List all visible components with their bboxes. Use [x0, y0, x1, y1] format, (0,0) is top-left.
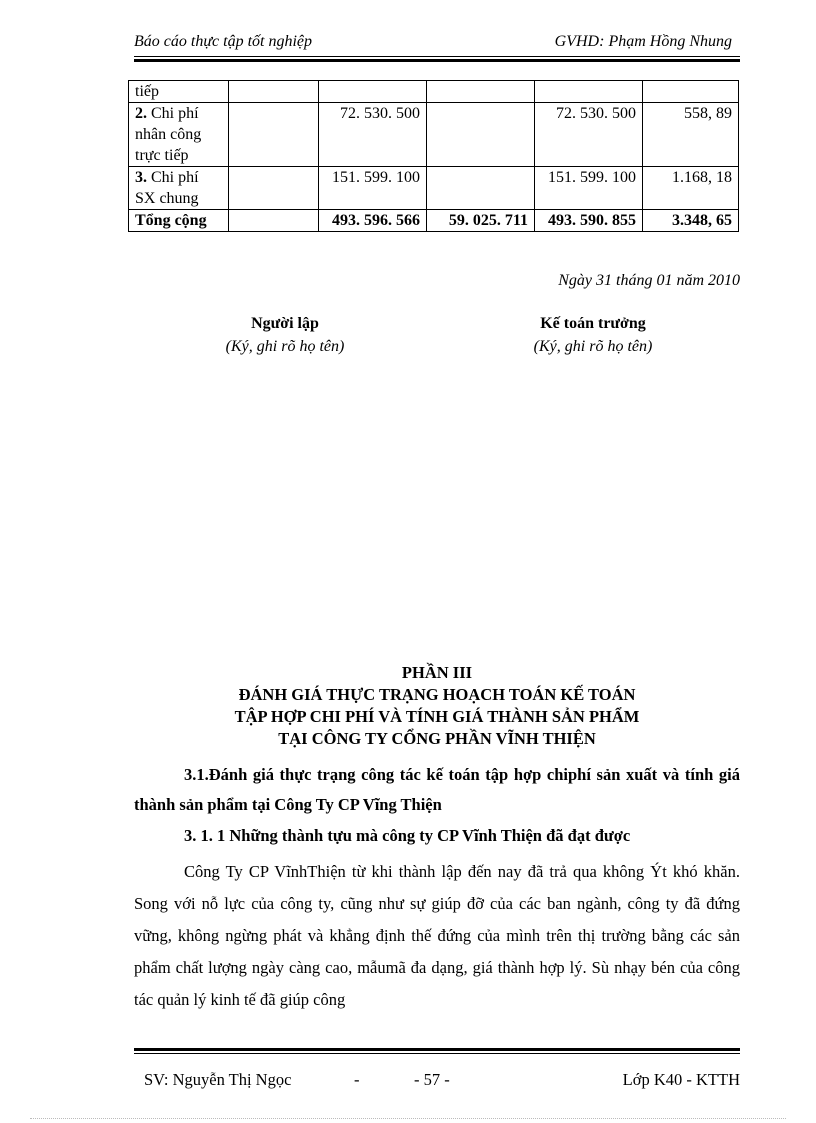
part-number: PHẦN III [401, 663, 473, 682]
table-row [129, 167, 739, 210]
table-cell [319, 81, 427, 103]
signature-title: Người lập [251, 315, 319, 332]
row-number: 2. [135, 105, 147, 122]
paragraph-text: Công Ty CP VĩnhThiện từ khi thành lập đến nay đã trả qua không Ýt khó khăn. Song với nỗ lực của công ty, cũng như sự giúp đỡ của các ban ngành, công ty đã đứng vững, không ngừng phát và khẳng định thế đứng của mình trên thị trường bằng các sản phẩm chất lượng ngày càng cao, mẫumã đa dạng, giá thành hợp lý. Sù nhạy bén của công tác quản lý kinh tế đã giúp công [134, 862, 740, 1009]
table-total-row [129, 210, 739, 232]
table-cell: 59. 025. 711 [427, 210, 535, 232]
student-name: SV: Nguyễn Thị Ngọc [144, 1070, 292, 1089]
supervisor: GVHD: Phạm Hồng Nhung [554, 33, 732, 50]
table-cell: 493. 596. 566 [319, 210, 427, 232]
header-rule [134, 56, 740, 62]
table-cell: 151. 599. 100 [535, 167, 643, 210]
footer-rule [134, 1048, 740, 1054]
page-edge-divider [30, 1118, 786, 1119]
heading-3-1-text: 3.1.Đánh giá thực trạng công tác kế toán tập hợp chiphí sản xuất và tính giá thành sản phẩm tại Công Ty CP Vĩng Thiện [134, 765, 740, 814]
signature-preparer [195, 312, 375, 358]
table-cell [535, 81, 643, 103]
section-title-line: TẠI CÔNG TY CỔNG PHẦN VĨNH THIỆN [278, 729, 596, 748]
table-cell [229, 81, 319, 103]
body-paragraph [134, 856, 740, 1016]
page-number: - 57 - [414, 1070, 450, 1089]
signature-note: (Ký, ghi rõ họ tên) [533, 338, 653, 355]
signature-title: Kế toán trưởng [540, 315, 646, 332]
row-label: Tổng cộng [129, 210, 229, 232]
table-cell [229, 210, 319, 232]
cost-table [128, 80, 739, 232]
section-title-line: ĐÁNH GIÁ THỰC TRẠNG HOẠCH TOÁN KẾ TOÁN [238, 685, 636, 704]
page-header [134, 30, 740, 54]
footer-dash: - [354, 1070, 360, 1089]
section-title-line: TẬP HỢP CHI PHÍ VÀ TÍNH GIÁ THÀNH SẢN PHẨM [234, 707, 640, 726]
date-line: Ngày 31 tháng 01 năm 2010 [558, 272, 740, 289]
table-cell [427, 167, 535, 210]
table-cell [427, 81, 535, 103]
heading-3-1 [134, 760, 740, 820]
table-cell: 151. 599. 100 [319, 167, 427, 210]
table-cell [229, 103, 319, 167]
row-label-text: Chi phí SX chung [135, 169, 199, 207]
table-cell: 72. 530. 500 [319, 103, 427, 167]
table-cell: 558, 89 [643, 103, 739, 167]
signature-note: (Ký, ghi rõ họ tên) [225, 338, 345, 355]
table-cell [643, 81, 739, 103]
class-code: Lớp K40 - KTTH [622, 1070, 740, 1089]
table-row [129, 81, 739, 103]
row-label-text: tiếp [135, 83, 159, 100]
table-row [129, 103, 739, 167]
row-label [129, 81, 229, 103]
page-footer [144, 1070, 740, 1094]
table-cell: 1.168, 18 [643, 167, 739, 210]
table-cell [229, 167, 319, 210]
signature-chief-accountant [498, 312, 688, 358]
table-cell: 493. 590. 855 [535, 210, 643, 232]
row-number: 3. [135, 169, 147, 186]
heading-3-1-1: 3. 1. 1 Những thành tựu mà công ty CP Vĩnh Thiện đã đạt được [184, 826, 631, 845]
report-title: Báo cáo thực tập tốt nghiệp [134, 33, 313, 50]
section-title [134, 662, 740, 750]
row-label [129, 167, 229, 210]
table-cell: 3.348, 65 [643, 210, 739, 232]
table-cell: 72. 530. 500 [535, 103, 643, 167]
row-label-text: Chi phí nhân công trực tiếp [135, 105, 202, 164]
row-label [129, 103, 229, 167]
table-cell [427, 103, 535, 167]
